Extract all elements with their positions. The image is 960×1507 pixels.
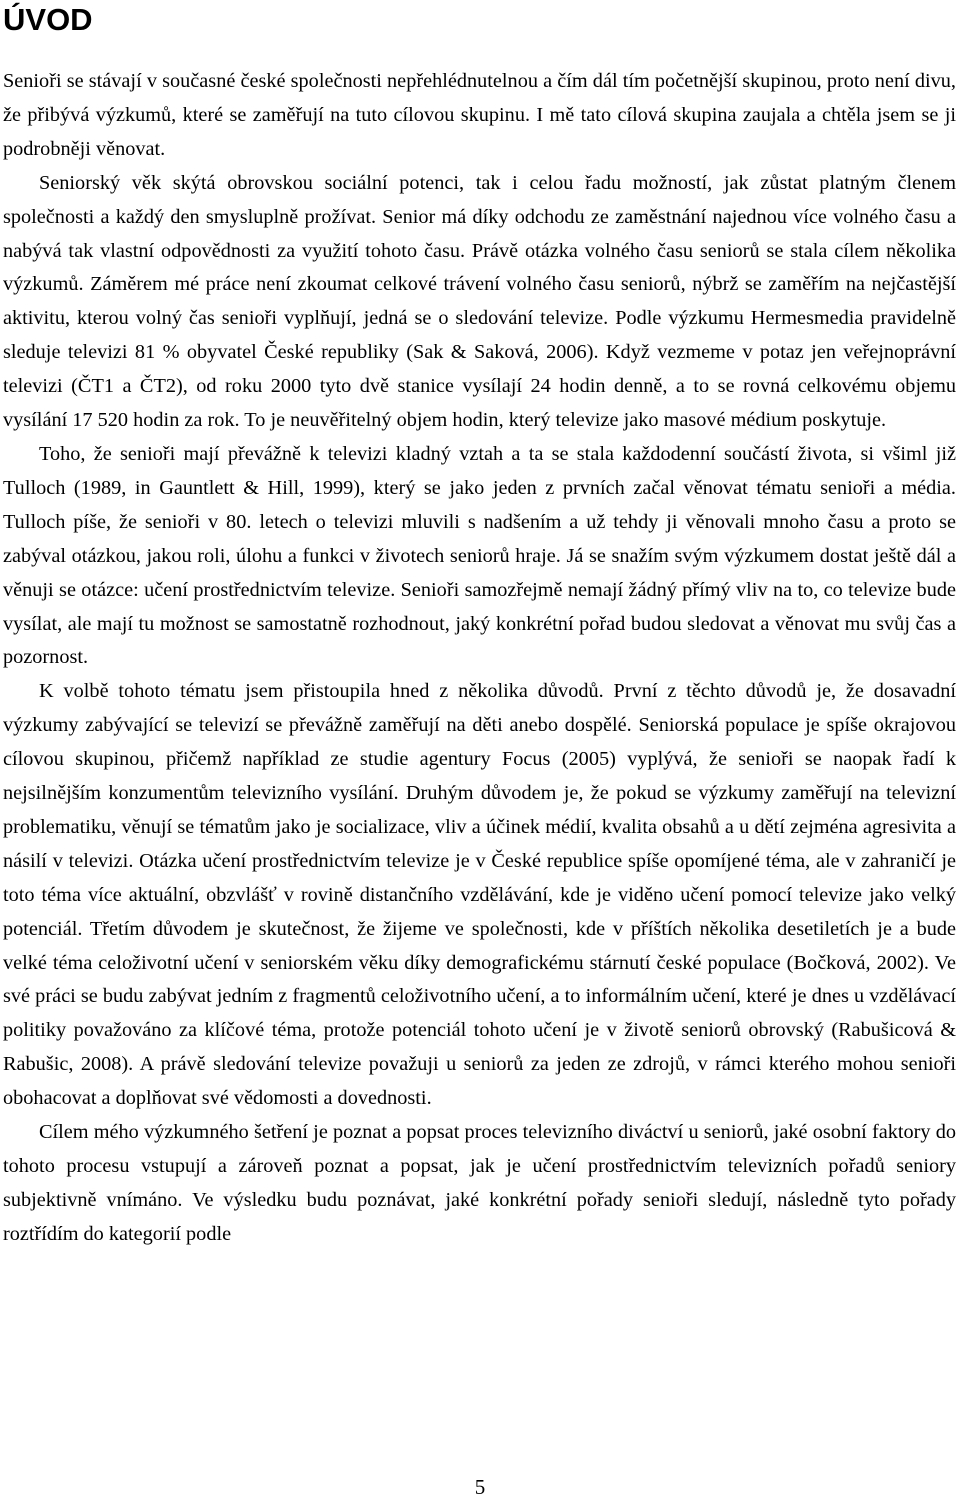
paragraph-1: Senioři se stávají v současné české společnosti nepřehlédnutelnou a čím dál tím početnější skupinou, proto není divu, že přibývá výzkumů, které se zaměřují na tuto cílovou skupinu. I mě tato cílová skupina zaujala a chtěla jsem se ji podrobněji věnovat.	[3, 70, 956, 160]
paragraph-5: Cílem mého výzkumného šetření je poznat a popsat proces televizního diváctví u seniorů, jaké osobní faktory do tohoto procesu vstupují a zároveň poznat a popsat, jak je učení prostřednictvím televizních pořadů seniory subjektivně vnímáno. Ve výsledku budu poznávat, jaké konkrétní pořady senioři sledují, následně tyto pořady roztřídím do kategorií podle	[3, 1121, 956, 1245]
paragraph-3: Toho, že senioři mají převážně k televizi kladný vztah a ta se stala každodenní součástí života, si všiml již Tulloch (1989, in Gauntlett & Hill, 1999), který se jako jeden z prvních začal věnovat tématu senioři a média. Tulloch píše, že senioři v 80. letech o televizi mluvili s nadšením a už tehdy ji věnovali mnoho času a proto se zabýval otázkou, jakou roli, úlohu a funkci v životech seniorů hraje. Já se snažím svým výzkumem dostat ještě dál a věnuji se otázce: učení prostřednictvím televize. Senioři samozřejmě nemají žádný přímý vliv na to, co televize bude vysílat, ale mají tu možnost se samostatně rozhodnout, jaký konkrétní pořad budou sledovat a věnovat mu svůj čas a pozornost.	[3, 442, 956, 669]
page-title: ÚVOD	[3, 2, 93, 37]
paragraph-2: Seniorský věk skýtá obrovskou sociální potenci, tak i celou řadu možností, jak zůstat platným členem společnosti a každý den smysluplně prožívat. Senior má díky odchodu ze zaměstnání najednou více volného času a nabývá tak vlastní odpovědnosti za využití tohoto času. Právě otázka volného času seniorů se stala cílem několika výzkumů. Záměrem mé práce není zkoumat celkové trávení volného času seniorů, nýbrž se zaměřím na nejčastější aktivitu, kterou volný čas senioři vyplňují, jedná se o sledování televize. Podle výzkumu Hermesmedia pravidelně sleduje televizi 81 % obyvatel České republiky (Sak & Saková, 2006). Když vezmeme v potaz jen veřejnoprávní televizi (ČT1 a ČT2), od roku 2000 tyto dvě stanice vysílají 24 hodin denně, a to se rovná celkovému objemu vysílání 17 520 hodin za rok. To je neuvěřitelný objem hodin, který televize jako masové médium poskytuje.	[3, 171, 956, 432]
paragraph-4: K volbě tohoto tématu jsem přistoupila hned z několika důvodů. První z těchto důvodů je, že dosavadní výzkumy zabývající se televizí se převážně zaměřují na děti anebo dospělé. Seniorská populace je spíše okrajovou cílovou skupinou, přičemž například ze studie agentury Focus (2005) vyplývá, že senioři se naopak řadí k nejsilnějším konzumentům televizního vysílání. Druhým důvodem je, že pokud se výzkumy zaměřují na televizní problematiku, věnují se tématům jako je socializace, vliv a účinek médií, kvalita obsahů a u dětí zejména agresivita a násilí v televizi. Otázka učení prostřednictvím televize je v České republice spíše opomíjené téma, ale v zahraničí je toto téma více aktuální, obzvlášť v rovině distančního vzdělávání, kde je viděno učení pomocí televize jako velký potenciál. Třetím důvodem je skutečnost, že žijeme ve společnosti, kde v příštích několika desetiletích je a bude velké téma celoživotní učení v seniorském věku díky demografickému stárnutí české populace (Bočková, 2002). Ve své práci se budu zabývat jedním z fragmentů celoživotního učení, a to informálním učení, které je dnes u vzdělávací politiky považováno za klíčové téma, protože potenciál tohoto učení je v životě seniorů obrovský (Rabušicová & Rabušic, 2008). A právě sledování televize považuji u seniorů za jeden ze zdrojů, v rámci kterého mohou senioři obohacovat a doplňovat své vědomosti a dovednosti.	[3, 680, 956, 1110]
body-text	[3, 65, 956, 1252]
page-number: 5	[474, 1475, 486, 1499]
